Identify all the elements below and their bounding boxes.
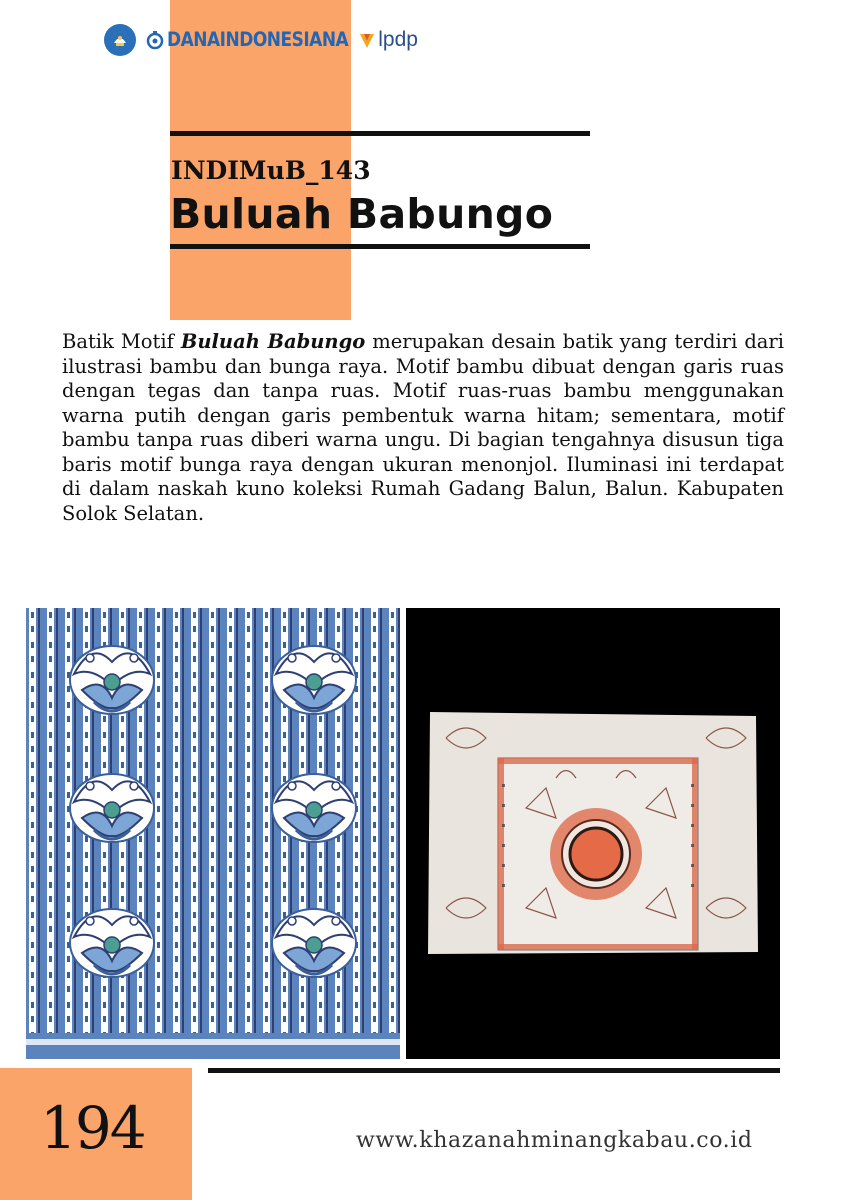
dana-indonesiana-logo bbox=[146, 30, 348, 50]
description-paragraph bbox=[62, 330, 784, 526]
dana-indonesiana-wordmark: DANAINDONESIANA bbox=[167, 28, 349, 52]
description-motif-name: Buluah Babungo bbox=[180, 330, 366, 353]
manuscript-illumination-photo bbox=[406, 608, 780, 1059]
lpdp-logo bbox=[358, 28, 418, 52]
page-number: 194 bbox=[40, 1094, 145, 1162]
description-body: merupakan desain batik yang terdiri dari ilustrasi bambu dan bunga raya. Motif bambu dibuat dengan garis ruas dengan tegas dan tanpa ruas. Motif ruas-ruas bambu menggunakan warna putih dengan garis pembentuk warna hitam; sementara, motif bambu tanpa ruas diberi warna ungu. Di bagian tengahnya disusun tiga baris motif bunga raya dengan ukuran menonjol. Iluminasi ini terdapat di dalam naskah kuno koleksi Rumah Gadang Balun, Balun. Kabupaten Solok Selatan. bbox=[62, 330, 784, 525]
description-prefix: Batik Motif bbox=[62, 330, 181, 353]
dana-indonesiana-icon bbox=[146, 30, 164, 50]
title-bottom-rule bbox=[170, 244, 590, 249]
batik-motif-image bbox=[26, 608, 400, 1059]
website-url: www.khazanahminangkabau.co.id bbox=[356, 1128, 753, 1153]
sponsor-logos bbox=[104, 22, 418, 58]
kemendikbud-logo-icon bbox=[104, 24, 136, 56]
item-code: INDIMuB_143 bbox=[171, 156, 371, 185]
lpdp-wordmark: lpdp bbox=[378, 28, 418, 51]
page-title: Buluah Babungo bbox=[170, 190, 554, 238]
footer-rule bbox=[208, 1068, 780, 1073]
title-top-rule bbox=[170, 131, 590, 136]
lpdp-flame-icon bbox=[358, 30, 376, 50]
